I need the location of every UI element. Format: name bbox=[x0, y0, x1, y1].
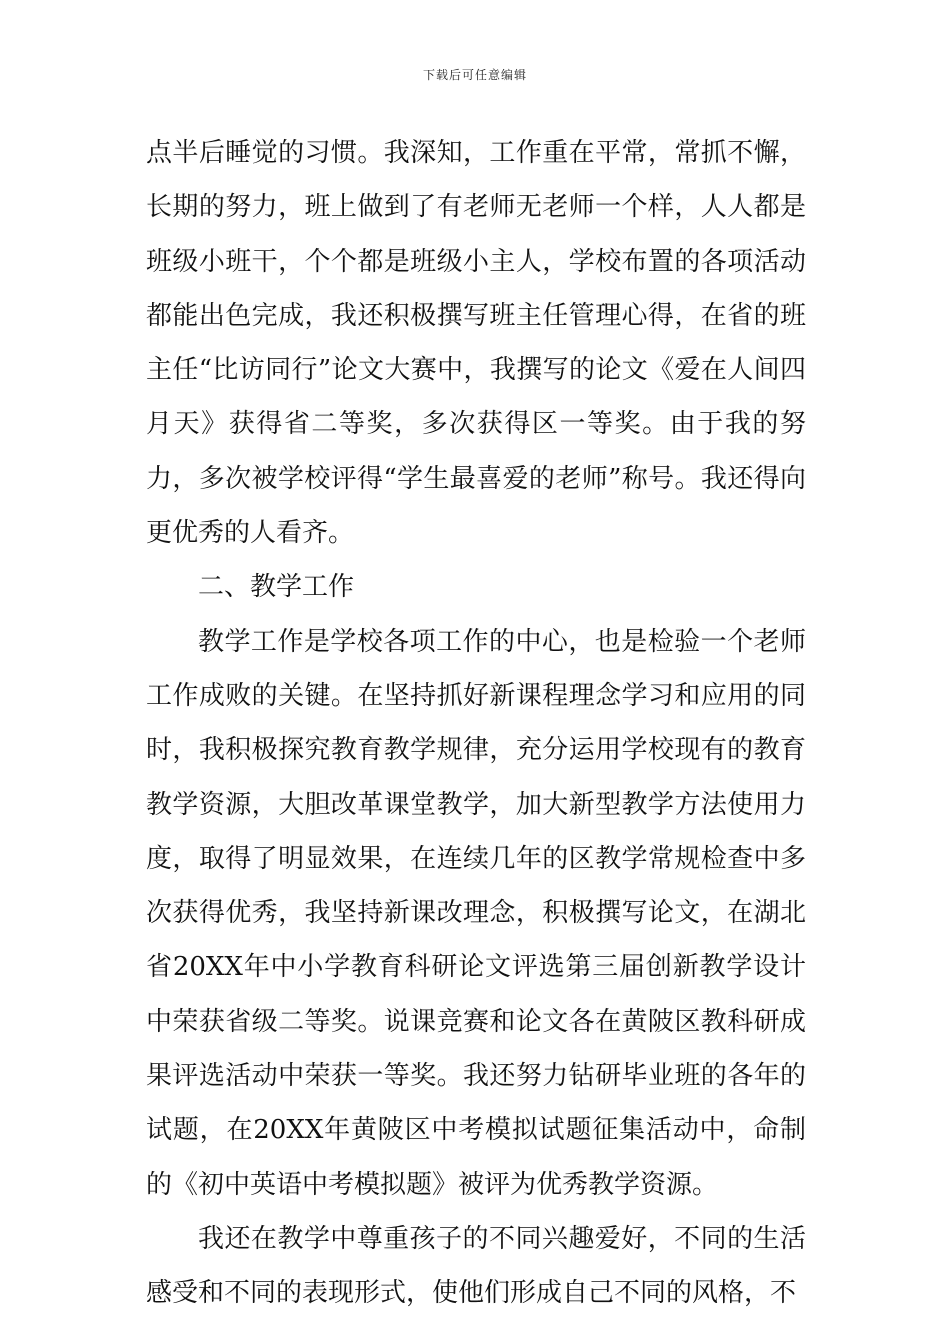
page-header: 下载后可任意编辑 bbox=[422, 68, 527, 82]
paragraph-class-management: 点半后睡觉的习惯。我深知，工作重在平常，常抓不懈，长期的努力，班上做到了有老师无老师一个样，人人都是班级小班干，个个都是班级小主人，学校布置的各项活动都能出色完成，我还积极撰写班主任管理心得，在省的班主任“比访同行”论文大赛中，我撰写的论文《爱在人间四月天》获得省二等奖，多次获得区一等奖。由于我的努力，多次被学校评得“学生最喜爱的老师”称号。我还得向更优秀的人看齐。 bbox=[146, 138, 806, 549]
paragraph-teaching-work: 教学工作是学校各项工作的中心，也是检验一个老师工作成败的关键。在坚持抓好新课程理念学习和应用的同时，我积极探究教育教学规律，充分运用学校现有的教育教学资源，大胆改革课堂教学，加大新型教学方法使用力度，取得了明显效果，在连续几年的区教学常规检查中多次获得优秀，我坚持新课改理念，积极撰写论文，在湖北省20XX年中小学教育科研论文评选第三届创新教学设计中荣获省级二等奖。说课竞赛和论文各在黄陂区教科研成果评选活动中荣获一等奖。我还努力钻研毕业班的各年的试题，在20XX年黄陂区中考模拟试题征集活动中，命制的《初中英语中考模拟题》被评为优秀教学资源。 bbox=[146, 626, 806, 1200]
paragraph-student-interests: 我还在教学中尊重孩子的不同兴趣爱好，不同的生活感受和不同的表现形式，使他们形成自己不同的风格，不 bbox=[146, 1223, 806, 1309]
document-body bbox=[146, 126, 806, 1321]
section-heading-teaching-work: 二、教学工作 bbox=[198, 572, 355, 603]
